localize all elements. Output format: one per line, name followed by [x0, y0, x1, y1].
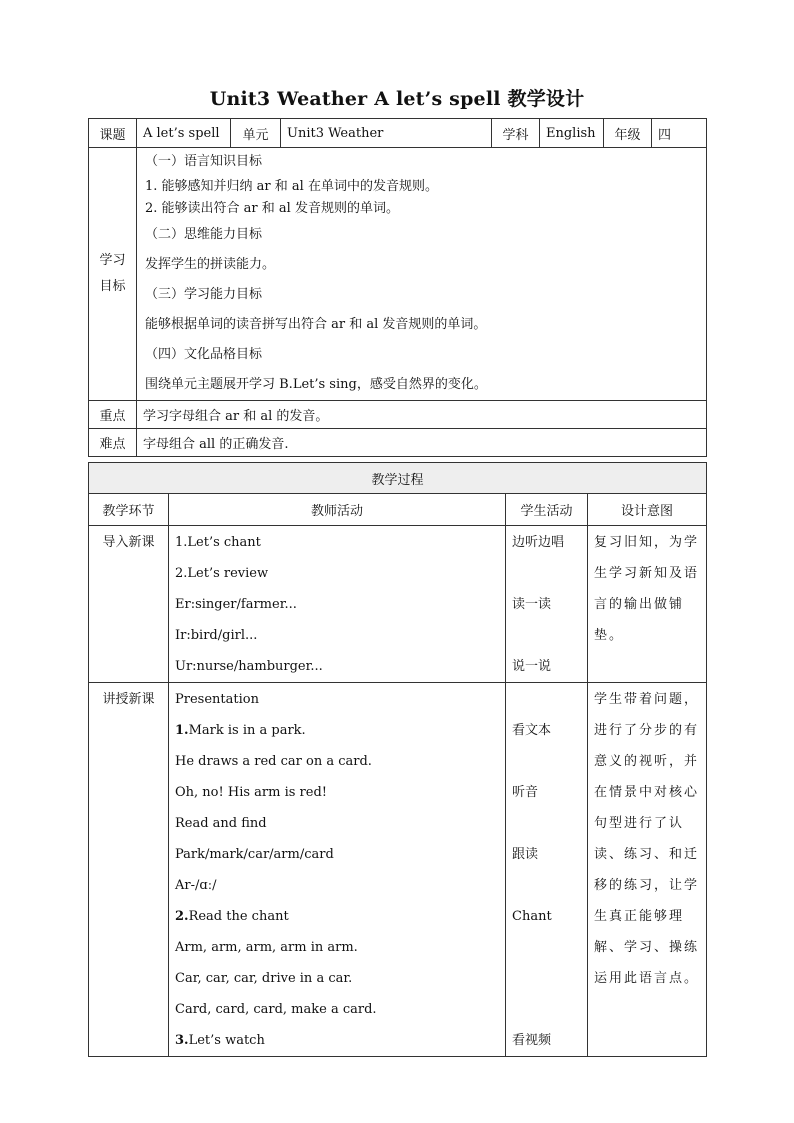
step-number: 2. — [175, 909, 189, 924]
student-line — [512, 932, 581, 963]
teacher-line — [175, 870, 499, 901]
teacher-line-text: Oh, no! His arm is red! — [175, 785, 327, 800]
student-line: 看视频 — [512, 1033, 552, 1048]
process-section-title: 教学过程 — [89, 463, 707, 494]
step-number: 3. — [175, 1033, 189, 1048]
difficulty-value: 字母组合 all 的正确发音. — [137, 429, 707, 457]
process-header-row — [89, 494, 707, 526]
header-teacher: 教师活动 — [169, 494, 506, 526]
teacher-line-text: Park/mark/car/arm/card — [175, 847, 334, 862]
teacher-line — [175, 684, 499, 715]
student-line: 读一读 — [512, 597, 552, 612]
header-intent: 设计意图 — [588, 494, 707, 526]
key-point-label: 重点 — [89, 401, 137, 429]
teacher-line — [175, 932, 499, 963]
grade-value: 四 — [652, 119, 707, 148]
document-title: Unit3 Weather A let’s spell 教学设计 — [209, 88, 585, 110]
stage-name — [89, 683, 169, 1057]
teacher-line — [175, 839, 499, 870]
student-line — [512, 746, 581, 777]
intent-text: 复习旧知，为学生学习新知及语言的输出做铺垫。 — [594, 535, 700, 643]
goal-line: 围绕单元主题展开学习 B.Let’s sing，感受自然界的变化。 — [145, 377, 487, 392]
teacher-line — [175, 1025, 499, 1056]
goal-line: 1. 能够感知并归纳 ar 和 al 在单词中的发音规则。 — [145, 179, 438, 194]
unit-label: 单元 — [231, 119, 281, 148]
subject-label: 学科 — [492, 119, 540, 148]
header-stage: 教学环节 — [89, 494, 169, 526]
key-point-row — [89, 401, 707, 429]
student-line: 跟读 — [512, 847, 539, 862]
teacher-line-text: Mark is in a park. — [188, 723, 306, 738]
student-line — [512, 620, 581, 651]
difficulty-row — [89, 429, 707, 457]
teacher-line-text: Read the chant — [188, 909, 289, 924]
goal-line: 2. 能够读出符合 ar 和 al 发音规则的单词。 — [145, 201, 399, 216]
teacher-line: Er:singer/farmer... — [175, 597, 297, 612]
student-activity — [506, 683, 588, 1057]
student-line: 看文本 — [512, 723, 552, 738]
process-section-row — [89, 463, 707, 494]
goals-content — [137, 148, 707, 401]
process-table — [88, 462, 707, 1057]
teacher-line-text: Ar-/ɑː/ — [175, 878, 217, 893]
teacher-line-text: He draws a red car on a card. — [175, 754, 372, 769]
stage-name-text: 讲授新课 — [102, 692, 155, 707]
stage-row-intro — [89, 526, 707, 683]
teacher-line: 1.Let’s chant — [175, 535, 261, 550]
goals-label-line1: 学习 — [99, 253, 126, 268]
difficulty-label: 难点 — [89, 429, 137, 457]
student-line: 说一说 — [512, 659, 552, 674]
design-intent — [588, 683, 707, 1057]
teacher-line-text: Read and find — [175, 816, 267, 831]
student-line: 听音 — [512, 785, 539, 800]
stage-name — [89, 526, 169, 683]
stage-name-text: 导入新课 — [102, 535, 155, 550]
goal-line: （二）思维能力目标 — [145, 227, 263, 242]
student-line — [512, 558, 581, 589]
teacher-line — [175, 746, 499, 777]
goals-row — [89, 148, 707, 401]
info-table — [88, 118, 707, 457]
header-student: 学生活动 — [506, 494, 588, 526]
teacher-line-text: Arm, arm, arm, arm in arm. — [175, 940, 358, 955]
student-line: 边听边唱 — [512, 535, 565, 550]
goal-line: 发挥学生的拼读能力。 — [145, 257, 276, 272]
teacher-line-text: Card, card, card, make a card. — [175, 1002, 377, 1017]
teacher-activity — [169, 683, 506, 1057]
teacher-line — [175, 901, 499, 932]
teacher-line — [175, 994, 499, 1025]
topic-label: 课题 — [89, 119, 137, 148]
teacher-line: Ur:nurse/hamburger... — [175, 659, 323, 674]
teacher-line: 2.Let’s review — [175, 566, 269, 581]
info-row — [89, 119, 707, 148]
key-point-value: 学习字母组合 ar 和 al 的发音。 — [137, 401, 707, 429]
goal-line: （四）文化品格目标 — [145, 347, 263, 362]
student-line — [512, 963, 581, 994]
step-number: 1. — [175, 723, 189, 738]
goal-line: （一）语言知识目标 — [145, 154, 263, 169]
student-line — [512, 994, 581, 1025]
student-line — [512, 808, 581, 839]
goals-label — [89, 148, 137, 401]
goal-line: 能够根据单词的读音拼写出符合 ar 和 al 发音规则的单词。 — [145, 317, 487, 332]
goals-label-line2: 目标 — [99, 279, 126, 294]
teacher-line: Ir:bird/girl... — [175, 628, 258, 643]
topic-value: A let’s spell — [137, 119, 231, 148]
teacher-line — [175, 777, 499, 808]
teacher-line — [175, 963, 499, 994]
student-line — [512, 870, 581, 901]
stage-row-new — [89, 683, 707, 1057]
teacher-line-text: Let’s watch — [188, 1033, 265, 1048]
teacher-line — [175, 808, 499, 839]
teacher-line — [175, 715, 499, 746]
unit-value: Unit3 Weather — [281, 119, 492, 148]
student-activity — [506, 526, 588, 683]
student-line — [512, 684, 581, 715]
grade-label: 年级 — [604, 119, 652, 148]
teacher-line-text: Presentation — [175, 692, 259, 707]
intent-text: 学生带着问题，进行了分步的有意义的视听，并在情景中对核心句型进行了认读、练习、和迁移的练习，让学生真正能够理解、学习、操练运用此语言点。 — [594, 692, 700, 986]
goal-line: （三）学习能力目标 — [145, 287, 263, 302]
teacher-activity — [169, 526, 506, 683]
student-line: Chant — [512, 909, 552, 924]
subject-value: English — [540, 119, 604, 148]
teacher-line-text: Car, car, car, drive in a car. — [175, 971, 353, 986]
design-intent — [588, 526, 707, 683]
